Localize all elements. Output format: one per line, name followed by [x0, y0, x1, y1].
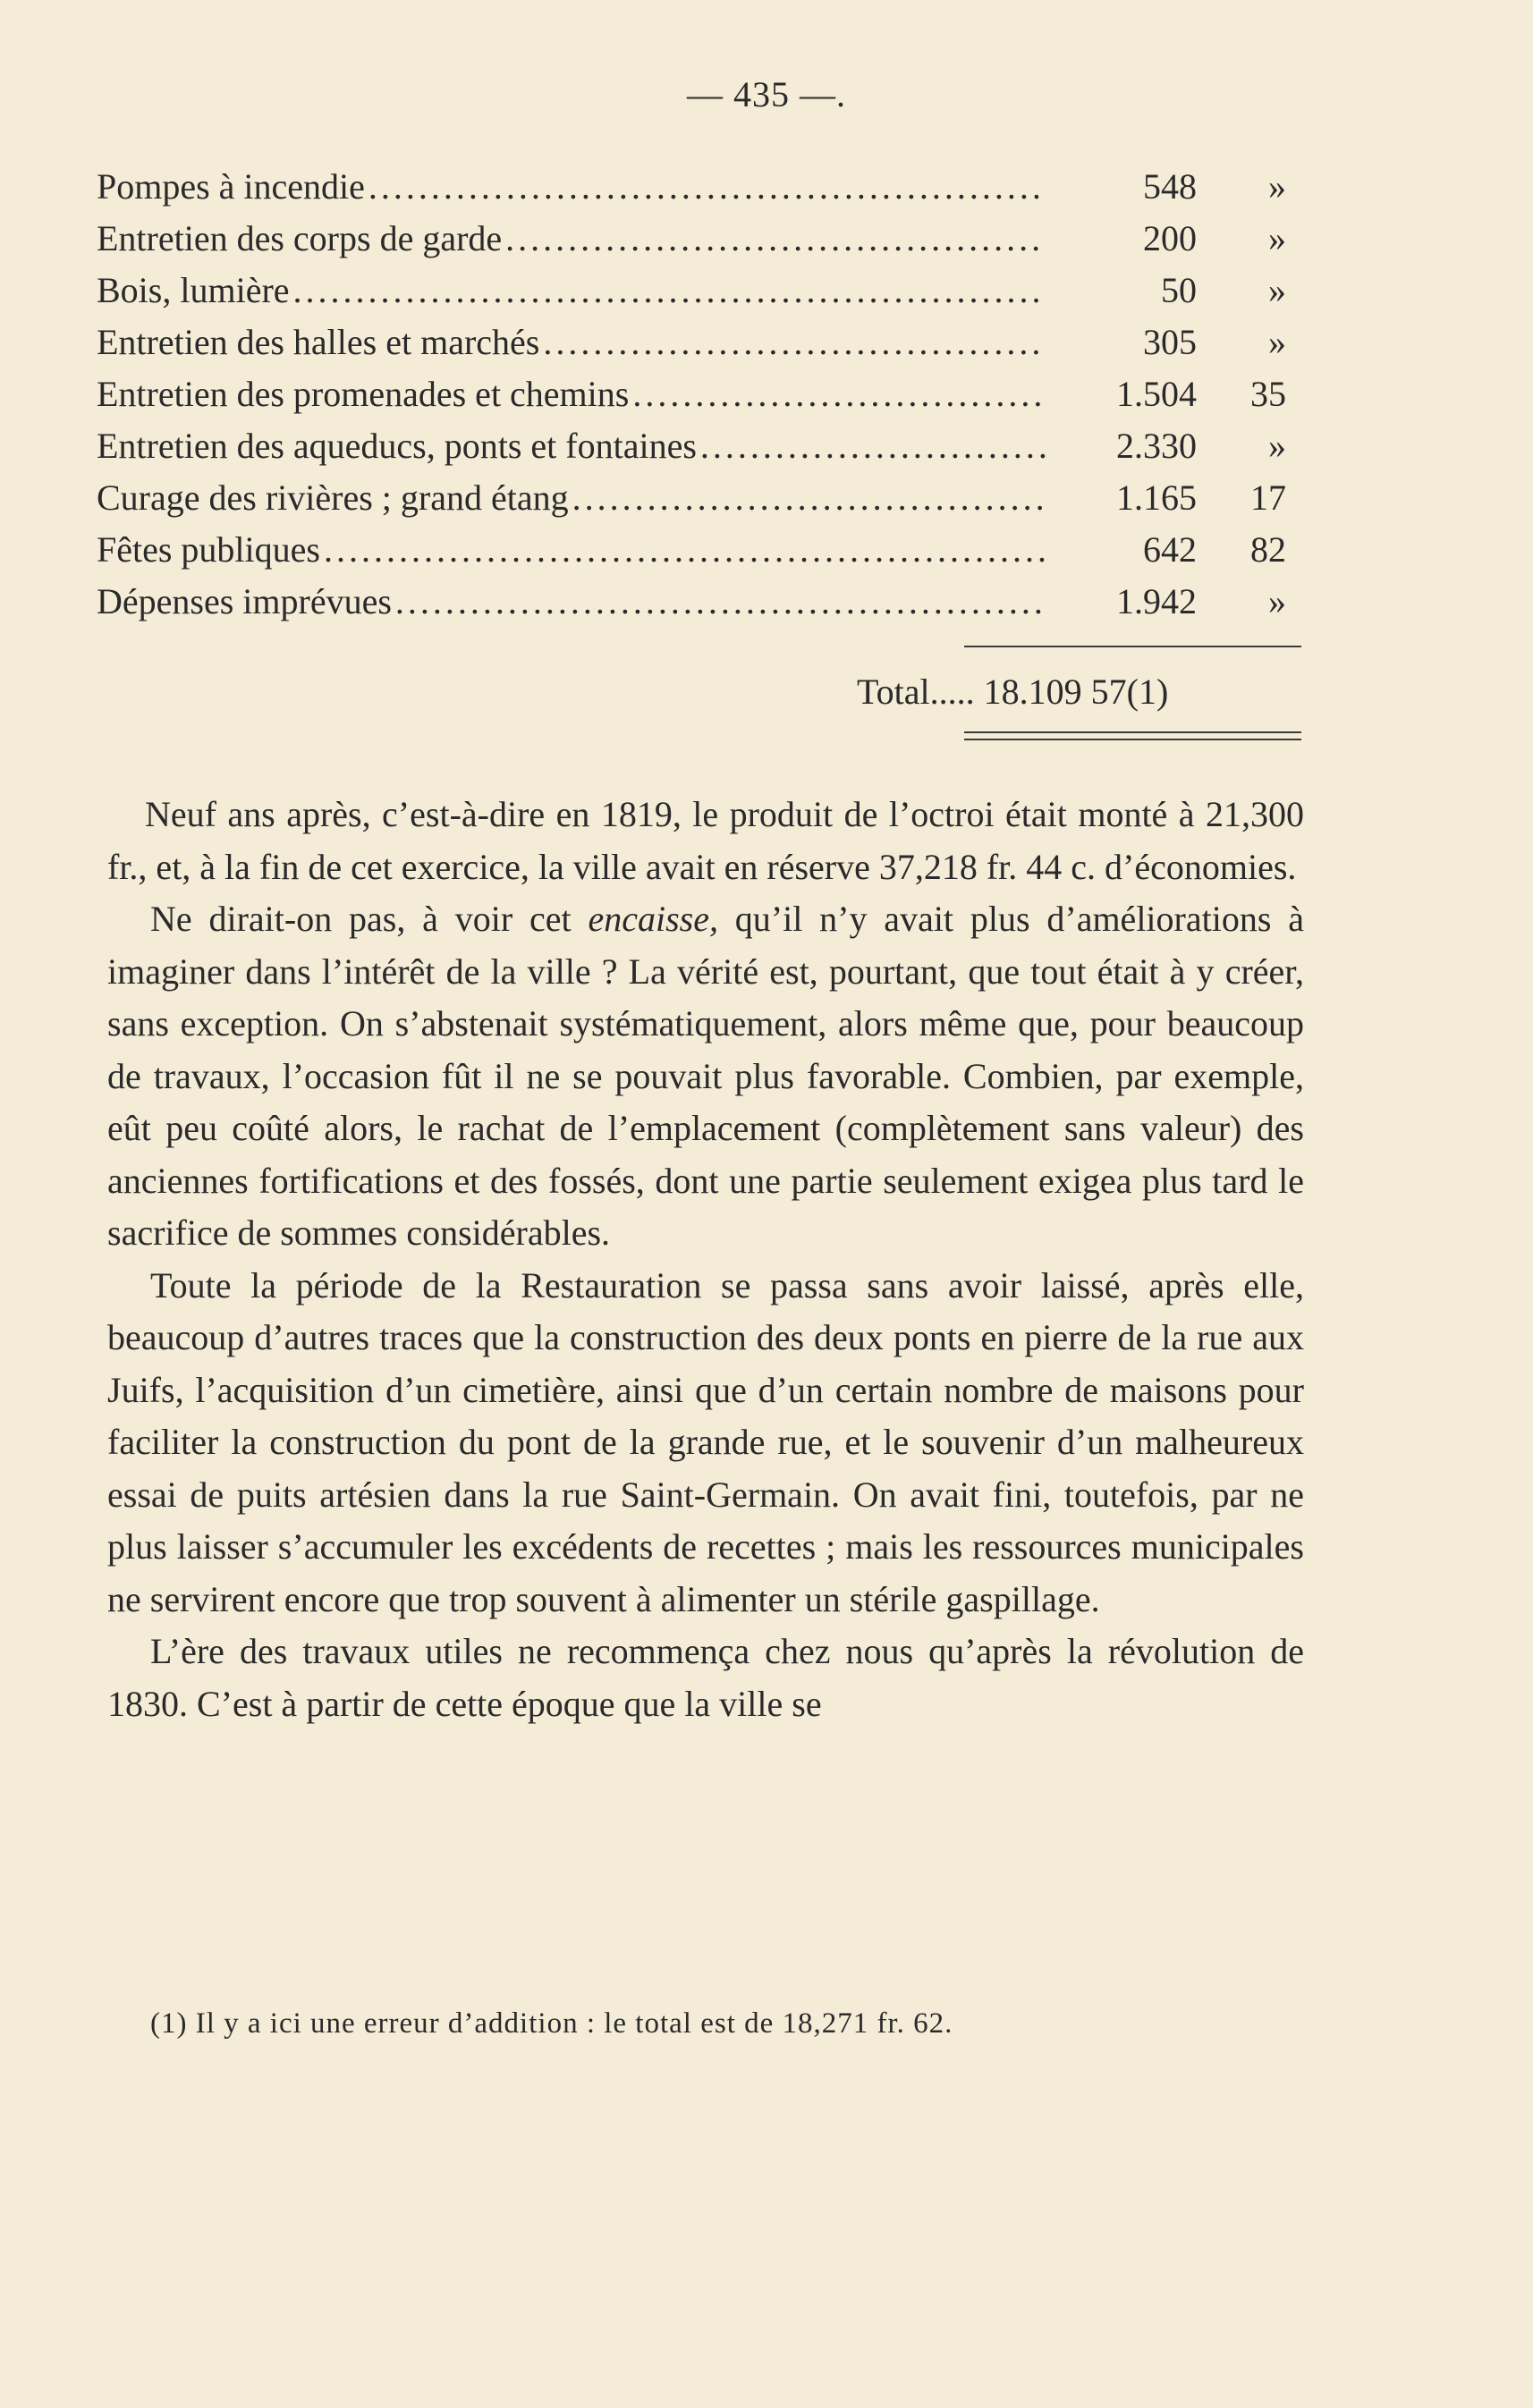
- total-cents: 57(1): [1090, 672, 1169, 712]
- ledger-amount: 642: [1143, 529, 1197, 570]
- ledger-row: [97, 524, 1304, 576]
- body-text: [107, 789, 1304, 1730]
- ledger-label: Entretien des corps de garde: [97, 218, 503, 258]
- total-amount: 18.109: [983, 672, 1082, 712]
- ledger-cents: 17: [1250, 477, 1286, 518]
- ledger-cents: 82: [1250, 529, 1286, 570]
- paragraph-text: Ne dirait-on pas, à voir cet: [150, 899, 589, 939]
- paragraph-text: pourtant, que tout était à y créer, sans exception. On s’abstenait systématiquement, alors même que, pour beaucoup de travaux, l’occasion fût il ne se pouvait plus favorable. Combien, par exemple, eût peu coûté alors, le rachat de l’emplacement (complètement sans valeur) des anciennes fortifications et des fossés, dont une partie seulement exigea plus tard le sacrifice de sommes considérables.: [107, 951, 1305, 1253]
- ledger-label: Bois, lumière: [97, 270, 290, 310]
- ledger-label: Fêtes publiques: [97, 529, 320, 570]
- ledger-amount: 2.330: [1116, 426, 1197, 466]
- ledger-cents: »: [1268, 581, 1286, 621]
- page-number: — 435 —.: [687, 74, 846, 114]
- dot-leader: [368, 161, 1046, 213]
- total-row: [857, 666, 1168, 718]
- ledger-amount: 1.942: [1116, 581, 1197, 621]
- footnote: (1) Il y a ici une erreur d’addition : le total est de 18,271 fr. 62.: [150, 2007, 953, 2040]
- ledger-label: Curage des rivières ; grand étang: [97, 477, 569, 518]
- ledger-cents: »: [1268, 426, 1286, 466]
- ledger-row: [97, 213, 1304, 265]
- dot-leader: [293, 265, 1046, 317]
- emphasized-word: encaisse,: [588, 899, 718, 939]
- ledger-label: Pompes à incendie: [97, 166, 365, 207]
- ledger-amount: 305: [1143, 322, 1197, 362]
- paragraph: [107, 893, 1304, 1260]
- ledger-amount: 1.165: [1116, 477, 1197, 518]
- paragraph: Neuf ans après, c’est-à-dire en 1819, le produit de l’octroi était monté à 21,300 fr., et, à la fin de cet exercice, la ville avait en réserve 37,218 fr. 44 c. d’économies.: [107, 794, 1304, 887]
- ledger-row: [97, 576, 1304, 628]
- ledger-cents: 35: [1250, 374, 1286, 414]
- ledger-amount: 1.504: [1116, 374, 1197, 414]
- ledger-amount: 50: [1161, 270, 1197, 310]
- ledger-label: Dépenses imprévues: [97, 581, 392, 621]
- ledger-cents: »: [1268, 270, 1286, 310]
- ledger-row: [97, 161, 1304, 213]
- total-rule: [964, 646, 1301, 647]
- paragraph-text: qu’il n’y avait plus d’améliorations à imaginer dans l’intérêt de la ville ? La vérité est,: [107, 899, 1304, 992]
- ledger-row: [97, 420, 1304, 472]
- ledger-label: Entretien des halles et marchés: [97, 322, 540, 362]
- dot-leader: [572, 472, 1046, 524]
- dot-leader: [700, 420, 1046, 472]
- ledger-row: [97, 472, 1304, 524]
- expense-ledger: [97, 161, 1304, 628]
- ledger-amount: 200: [1143, 218, 1197, 258]
- dot-leader: [395, 576, 1046, 628]
- paragraph: Toute la période de la Restauration se passa sans avoir laissé, après elle, beaucoup d’autres traces que la construction des deux ponts en pierre de la rue aux Juifs, l’acquisition d’un cimetière, ainsi que d’un certain nombre de maisons pour faciliter la construction du pont de la grande rue, et le souvenir d’un malheureux essai de puits artésien dans la rue Saint-Germain. On avait fini, toutefois, par ne plus laisser s’accumuler les excédents de recettes ; mais les ressources municipales ne servirent encore que trop souvent à alimenter un stérile gaspillage.: [107, 1264, 1304, 1619]
- ledger-row: [97, 265, 1304, 317]
- ledger-label: Entretien des aqueducs, ponts et fontaines: [97, 426, 697, 466]
- dot-leader: [543, 317, 1046, 368]
- total-double-rule: [964, 731, 1301, 740]
- ledger-cents: »: [1268, 166, 1286, 207]
- ledger-cents: »: [1268, 322, 1286, 362]
- ledger-row: [97, 368, 1304, 420]
- ledger-amount: 548: [1143, 166, 1197, 207]
- ledger-cents: »: [1268, 218, 1286, 258]
- paragraph: L’ère des travaux utiles ne recommença chez nous qu’après la révolution de 1830. C’est à partir de cette époque que la ville se: [107, 1631, 1304, 1724]
- dot-leader: [324, 524, 1046, 576]
- dot-leader: [505, 213, 1046, 265]
- ledger-label: Entretien des promenades et chemins: [97, 374, 630, 414]
- ledger-row: [97, 317, 1304, 368]
- dot-leader: [632, 368, 1046, 420]
- total-label: Total.....: [857, 672, 975, 712]
